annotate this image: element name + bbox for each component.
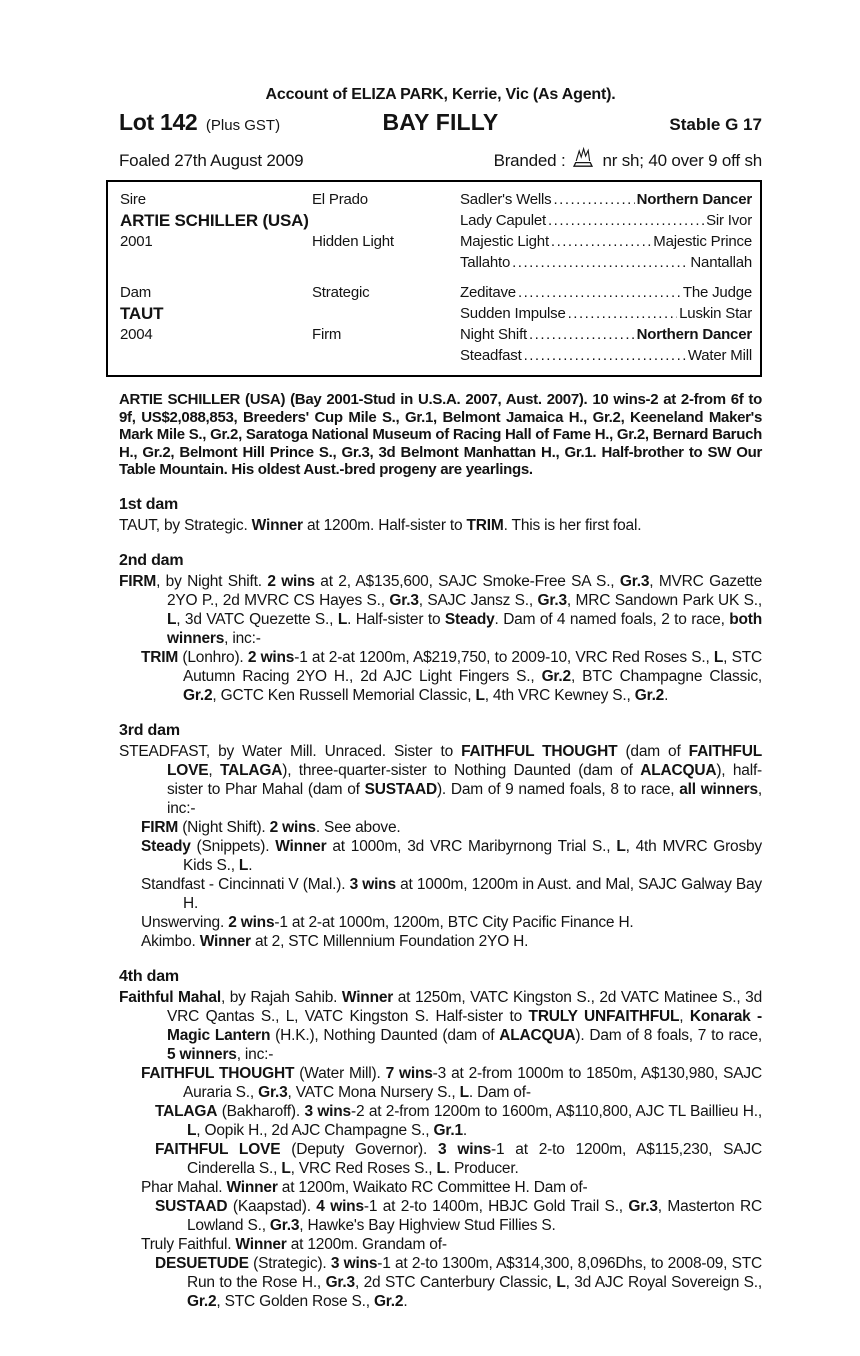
ancestor-name: Tallahto xyxy=(460,254,511,271)
sire-summary-paragraph: ARTIE SCHILLER (USA) (Bay 2001-Stud in U.S.A. 2007, Aust. 2007). 10 wins-2 at 2-from 6f to 9f, US$2,088,853, Breeders' Cup Mile S., Gr.1, Belmont Jamaica H., Gr.2, Keeneland Maker's Mark Mile S., Gr.2, Saratoga National Museum of Racing Hall of Fame H., Gr.2, Bernard Baruch H., Gr.2, Belmont Hill Prince S., Gr.3, 3d Belmont Manhattan H., Gr.1. Half-brother to SW Our Table Mountain. His oldest Aust.-bred progeny are yearlings. xyxy=(119,391,762,478)
section-2nd-dam xyxy=(119,552,762,705)
branded-label: Branded : xyxy=(493,151,566,170)
pedigree-paragraph: Standfast - Cincinnati V (Mal.). 3 wins at 1000m, 1200m in Aust. and Mal, SAJC Galway Bay H. xyxy=(141,875,762,912)
pedigree-paragraph: Phar Mahal. Winner at 1200m, Waikato RC Committee H. Dam of- xyxy=(141,1178,588,1196)
foaled-branded-row xyxy=(119,145,762,171)
lot-number: Lot 142 xyxy=(119,109,198,135)
dam-name: TAUT xyxy=(120,304,164,323)
pedigree-paragraph: SUSTAAD (Kaapstad). 4 wins-1 at 2-to 1400m, HBJC Gold Trail S., Gr.3, Masterton RC Lowland S., Gr.3, Hawke's Bay Highview Stud Fillies S. xyxy=(155,1197,762,1234)
pedigree-paragraph: FAITHFUL LOVE (Deputy Governor). 3 wins-1 at 2-to 1200m, A$115,230, SAJC Cinderella S., L, VRC Red Roses S., L. Producer. xyxy=(155,1140,762,1177)
pedigree-paragraph: Faithful Mahal, by Rajah Sahib. Winner at 1250m, VATC Kingston S., 2d VATC Matinee S., 3d VRC Qantas S., L, VATC Kingston S. Half-sister to TRULY UNFAITHFUL, Konarak - Magic Lantern (H.K.), Nothing Daunted (dam of ALACQUA). Dam of 8 foals, 7 to race, 5 winners, inc:- xyxy=(119,988,762,1063)
ancestor-row xyxy=(460,324,752,345)
dam-parents-column xyxy=(312,282,460,366)
section-heading: 4th dam xyxy=(119,967,179,985)
ancestor-name: Zeditave xyxy=(460,284,516,301)
ancestor-row xyxy=(460,189,752,210)
pedigree-paragraph: TALAGA (Bakharoff). 3 wins-2 at 2-from 1200m to 1600m, A$110,800, AJC TL Baillieu H., L, Oopik H., 2d AJC Champagne S., Gr.1. xyxy=(155,1102,762,1139)
sire-role-label: Sire xyxy=(120,191,146,208)
pedigree-dam-block xyxy=(120,282,752,366)
leader-dots xyxy=(551,231,651,252)
dam-role-label: Dam xyxy=(120,284,152,301)
sire-grandsire: El Prado xyxy=(312,191,368,208)
section-heading: 1st dam xyxy=(119,495,179,513)
ancestor-parent: Northern Dancer xyxy=(636,326,752,343)
ancestor-name: Sudden Impulse xyxy=(460,305,566,322)
sire-column xyxy=(120,189,312,273)
pedigree-paragraph: FIRM, by Night Shift. 2 wins at 2, A$135,600, SAJC Smoke-Free SA S., Gr.3, MVRC Gazette 2YO P., 2d MVRC CS Hayes S., Gr.3, SAJC Jansz S., Gr.3, MRC Sandown Park UK S., L, 3d VATC Quezette S., L. Half-sister to Steady. Dam of 4 named foals, 2 to race, both winners, inc:- xyxy=(119,572,763,647)
leader-dots xyxy=(568,303,678,324)
pedigree-paragraph: TRIM (Lonhro). 2 wins-1 at 2-at 1200m, A$219,750, to 2009-10, VRC Red Roses S., L, STC Autumn Racing 2YO H., 2d AJC Light Fingers S., Gr.2, BTC Champagne Classic, Gr.2, GCTC Ken Russell Memorial Classic, L, 4th VRC Kewney S., Gr.2. xyxy=(141,648,762,704)
sire-ancestors-column xyxy=(460,189,752,273)
pedigree-table xyxy=(106,180,762,377)
branded-detail: nr sh; 40 over 9 off sh xyxy=(602,151,762,170)
section-3rd-dam xyxy=(119,722,762,951)
section-heading: 3rd dam xyxy=(119,721,180,739)
ancestor-parent: Luskin Star xyxy=(679,305,752,322)
foaled-date: Foaled 27th August 2009 xyxy=(119,151,304,170)
pedigree-paragraph: FIRM (Night Shift). 2 wins. See above. xyxy=(141,818,401,836)
pedigree-paragraph: FAITHFUL THOUGHT (Water Mill). 7 wins-3 at 2-from 1000m to 1850m, A$130,980, SAJC Auraria S., Gr.3, VATC Mona Nursery S., L. Dam of- xyxy=(141,1064,762,1101)
dam-sire: Strategic xyxy=(312,284,370,301)
sire-granddam: Hidden Light xyxy=(312,233,394,250)
pedigree-paragraph: Unswerving. 2 wins-1 at 2-at 1000m, 1200m, BTC City Pacific Finance H. xyxy=(141,913,634,931)
horse-title: BAY FILLY xyxy=(382,109,499,135)
dam-dam: Firm xyxy=(312,326,342,343)
stable-number: Stable G 17 xyxy=(669,115,762,134)
brand-mark-icon xyxy=(570,147,597,173)
ancestor-name: Majestic Light xyxy=(460,233,549,250)
dam-ancestors-column xyxy=(460,282,752,366)
leader-dots xyxy=(554,189,635,210)
ancestor-name: Sadler's Wells xyxy=(460,191,552,208)
ancestor-name: Lady Capulet xyxy=(460,212,546,229)
sire-name: ARTIE SCHILLER (USA) xyxy=(120,211,309,230)
ancestor-parent: Northern Dancer xyxy=(636,191,752,208)
pedigree-paragraph: Steady (Snippets). Winner at 1000m, 3d VRC Maribyrnong Trial S., L, 4th MVRC Grosby Kids S., L. xyxy=(141,837,762,874)
pedigree-paragraph: DESUETUDE (Strategic). 3 wins-1 at 2-to 1300m, A$314,300, 8,096Dhs, to 2008-09, STC Run to the Rose H., Gr.3, 2d STC Canterbury Classic, L, 3d AJC Royal Sovereign S., Gr.2, STC Golden Rose S., Gr.2. xyxy=(155,1254,763,1310)
ancestor-parent: Nantallah xyxy=(690,254,752,271)
pedigree-paragraph: Truly Faithful. Winner at 1200m. Grandam of- xyxy=(141,1235,447,1253)
leader-dots xyxy=(529,324,635,345)
dam-column xyxy=(120,282,312,366)
lot-gst-note: (Plus GST) xyxy=(205,117,281,134)
pedigree-paragraph: TAUT, by Strategic. Winner at 1200m. Half-sister to TRIM. This is her first foal. xyxy=(119,516,642,534)
ancestor-row xyxy=(460,210,752,231)
account-line: Account of ELIZA PARK, Kerrie, Vic (As Agent). xyxy=(265,86,616,103)
ancestor-parent: Water Mill xyxy=(687,347,752,364)
pedigree-paragraph: STEADFAST, by Water Mill. Unraced. Sister to FAITHFUL THOUGHT (dam of FAITHFUL LOVE, TALAGA), three-quarter-sister to Nothing Daunted (dam of ALACQUA), half-sister to Phar Mahal (dam of SUSTAAD). Dam of 9 named foals, 8 to race, all winners, inc:- xyxy=(119,742,763,817)
leader-dots xyxy=(512,252,688,273)
pedigree-paragraph: Akimbo. Winner at 2, STC Millennium Foundation 2YO H. xyxy=(141,932,529,950)
sire-year: 2001 xyxy=(120,233,153,250)
ancestor-row xyxy=(460,303,752,324)
section-1st-dam xyxy=(119,496,762,535)
sire-parents-column xyxy=(312,189,460,273)
leader-dots xyxy=(548,210,704,231)
pedigree-sire-block xyxy=(120,189,752,273)
ancestor-parent: Sir Ivor xyxy=(706,212,752,229)
ancestor-parent: Majestic Prince xyxy=(653,233,752,250)
lot-left xyxy=(119,109,333,136)
ancestor-name: Night Shift xyxy=(460,326,527,343)
ancestor-parent: The Judge xyxy=(682,284,752,301)
ancestor-row xyxy=(460,252,752,273)
lot-row xyxy=(119,109,762,136)
section-heading: 2nd dam xyxy=(119,551,184,569)
ancestor-row xyxy=(460,345,752,366)
ancestor-name: Steadfast xyxy=(460,347,522,364)
ancestor-row xyxy=(460,231,752,252)
leader-dots xyxy=(518,282,681,303)
leader-dots xyxy=(524,345,686,366)
section-4th-dam xyxy=(119,968,762,1311)
branded-info xyxy=(494,145,762,171)
dam-year: 2004 xyxy=(120,326,153,343)
ancestor-row xyxy=(460,282,752,303)
